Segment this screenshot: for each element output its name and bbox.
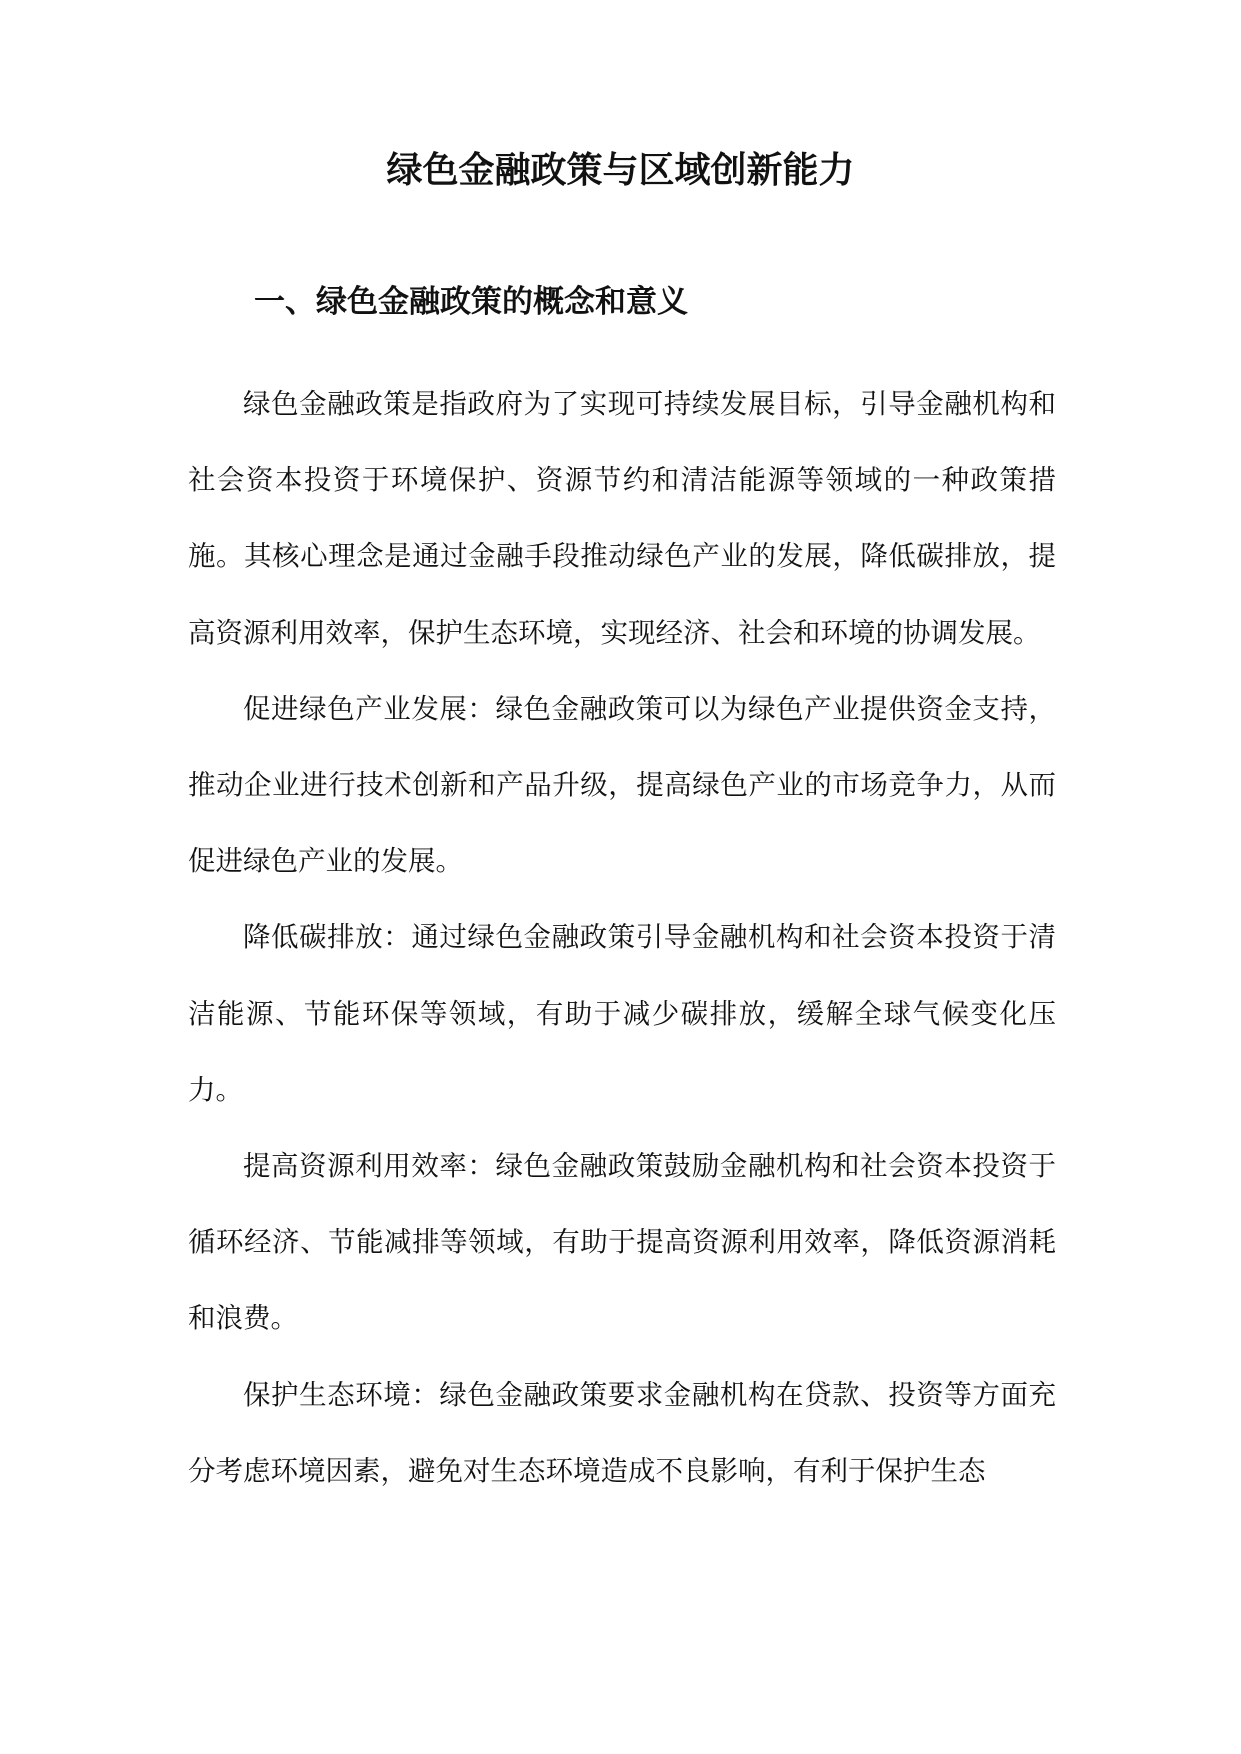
paragraph-green-industry: 促进绿色产业发展：绿色金融政策可以为绿色产业提供资金支持，推动企业进行技术创新和产品升级，提高绿色产业的市场竞争力，从而促进绿色产业的发展。: [188, 692, 1056, 878]
document-body: [188, 366, 1056, 1509]
paragraph-resource-efficiency: 提高资源利用效率：绿色金融政策鼓励金融机构和社会资本投资于循环经济、节能减排等领域，有助于提高资源利用效率，降低资源消耗和浪费。: [188, 1150, 1056, 1335]
paragraph-ecological-protection: 保护生态环境：绿色金融政策要求金融机构在贷款、投资等方面充分考虑环境因素，避免对生态环境造成不良影响，有利于保护生态: [188, 1378, 1056, 1487]
paragraph-definition: 绿色金融政策是指政府为了实现可持续发展目标，引导金融机构和社会资本投资于环境保护、资源节约和清洁能源等领域的一种政策措施。其核心理念是通过金融手段推动绿色产业的发展，降低碳排放，提高资源利用效率，保护生态环境，实现经济、社会和环境的协调发展。: [188, 388, 1056, 649]
document-title: 绿色金融政策与区域创新能力: [386, 149, 855, 191]
section-heading: 一、绿色金融政策的概念和意义: [254, 284, 688, 320]
paragraph-carbon-emissions: 降低碳排放：通过绿色金融政策引导金融机构和社会资本投资于清洁能源、节能环保等领域，有助于减少碳排放，缓解全球气候变化压力。: [188, 921, 1056, 1106]
